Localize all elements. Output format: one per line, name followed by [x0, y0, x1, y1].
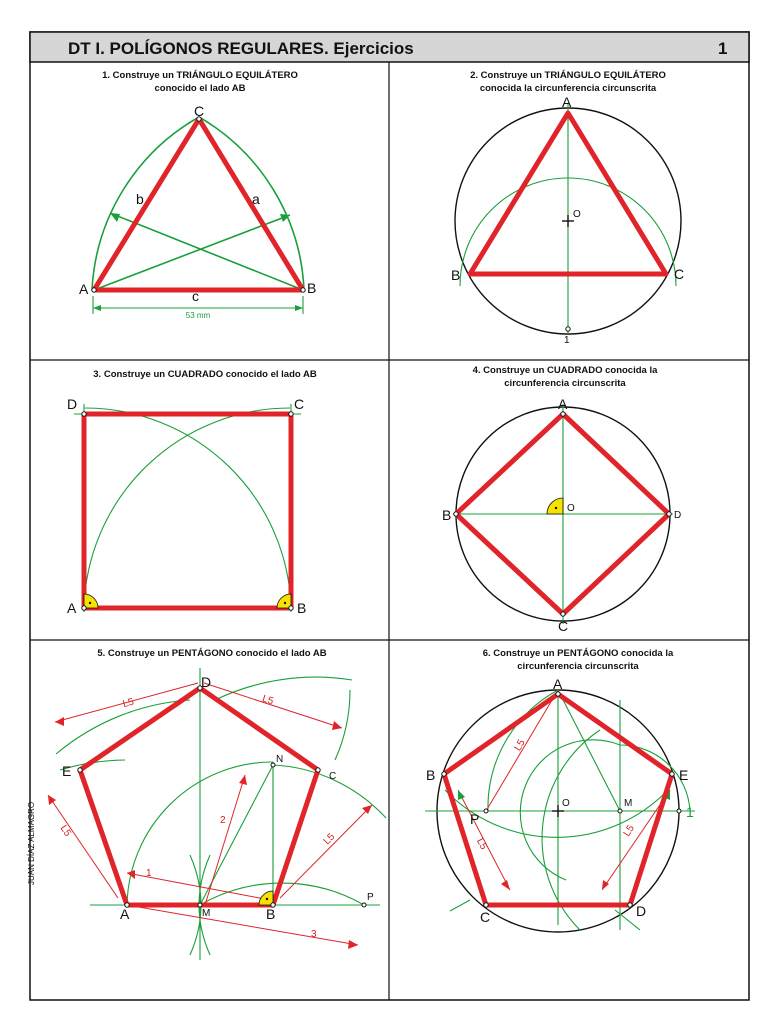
point-m [198, 903, 202, 907]
exercise-3-caption: 3. Construye un CUADRADO conocido el lado AB [93, 369, 317, 380]
exercise-1-caption-line-2: conocido el lado AB [154, 83, 246, 94]
label-c: C [674, 266, 685, 282]
label-l5-dc: L5 [260, 693, 275, 708]
label-a: A [79, 281, 89, 297]
label-b: B [442, 507, 452, 523]
point-d [82, 412, 86, 416]
angle-dot-b [284, 602, 286, 604]
angle-dot-b [266, 898, 268, 900]
label-b: B [451, 267, 461, 283]
point-d [667, 512, 671, 516]
point-a [556, 692, 560, 696]
label-o: O [562, 798, 570, 809]
angle-dot-a [89, 602, 91, 604]
page-title: DT I. POLÍGONOS REGULARES. Ejercicios [68, 39, 414, 58]
label-c: C [558, 618, 569, 634]
point-c [561, 612, 565, 616]
point-c [484, 903, 488, 907]
label-c: C [294, 396, 305, 412]
point-m [618, 809, 622, 813]
label-e: E [62, 763, 72, 779]
exercise-2-caption-line-2: conocida la circunferencia circunscrita [479, 83, 657, 94]
point-b [289, 606, 293, 610]
label-l5-bc: L5 [321, 831, 338, 848]
point-c [316, 768, 320, 772]
label-d: D [67, 396, 78, 412]
point-e [78, 768, 82, 772]
point-e [670, 772, 674, 776]
point-d [628, 903, 632, 907]
label-o: O [573, 209, 581, 220]
label-d: D [674, 510, 682, 521]
exercise-4-caption-line-2: circunferencia circunscrita [504, 378, 626, 389]
point-b [442, 772, 446, 776]
label-o: O [567, 503, 575, 514]
point-c [289, 412, 293, 416]
label-b: B [426, 767, 436, 783]
label-a: A [558, 396, 568, 412]
label-l5-bc: L5 [473, 836, 489, 852]
side-label-a: a [252, 191, 260, 207]
label-d: D [636, 903, 647, 919]
label-e: E [679, 767, 689, 783]
label-l5-ea: L5 [57, 823, 73, 839]
exercise-5-caption: 5. Construye un PENTÁGONO conocido el lado AB [97, 648, 327, 659]
point-a [561, 412, 565, 416]
point-1 [677, 809, 681, 813]
label-1: 1 [564, 335, 570, 346]
point-p [484, 809, 488, 813]
label-a: A [553, 676, 563, 692]
label-b: B [266, 906, 276, 922]
label-l5-ed: L5 [121, 696, 136, 711]
exercise-4-caption-line-1: 4. Construye un CUADRADO conocida la [472, 365, 658, 376]
point-b [454, 512, 458, 516]
author-credit: JUAN DÍAZ ALMAGRO [27, 801, 36, 885]
side-label-b: b [136, 191, 144, 207]
label-p: P [470, 811, 480, 827]
label-c: C [194, 103, 205, 119]
point-a [92, 288, 96, 292]
label-segment-1: 1 [146, 868, 152, 879]
side-label-c: c [192, 288, 199, 304]
label-1: 1 [686, 804, 694, 820]
exercise-1-caption-line-1: 1. Construye un TRIÁNGULO EQUILÁTERO [102, 70, 298, 81]
label-a: A [120, 906, 130, 922]
label-a: A [562, 94, 572, 110]
point-1 [566, 327, 570, 331]
label-l5-ap: L5 [512, 737, 528, 753]
dimension-label: 53 mm [185, 311, 211, 320]
exercise-2-caption-line-1: 2. Construye un TRIÁNGULO EQUILÁTERO [470, 70, 666, 81]
point-p [362, 903, 366, 907]
label-m: M [202, 908, 211, 919]
label-p: P [367, 892, 374, 903]
point-n [271, 763, 275, 767]
label-segment-3: 3 [311, 929, 317, 940]
label-l5-ed: L5 [621, 823, 637, 839]
label-n: N [276, 754, 284, 765]
label-b: B [307, 280, 317, 296]
label-a: A [67, 600, 77, 616]
exercise-6-caption-line-2: circunferencia circunscrita [517, 661, 639, 672]
label-d: D [201, 674, 212, 690]
angle-dot-o [555, 507, 557, 509]
point-b [301, 288, 305, 292]
label-m: M [624, 798, 633, 809]
exercise-6-caption-line-1: 6. Construye un PENTÁGONO conocida la [482, 648, 674, 659]
label-segment-2: 2 [220, 815, 226, 826]
label-c: C [480, 909, 491, 925]
page-number: 1 [718, 39, 728, 58]
label-b: B [297, 600, 307, 616]
point-a [82, 606, 86, 610]
label-c: C [329, 771, 337, 782]
